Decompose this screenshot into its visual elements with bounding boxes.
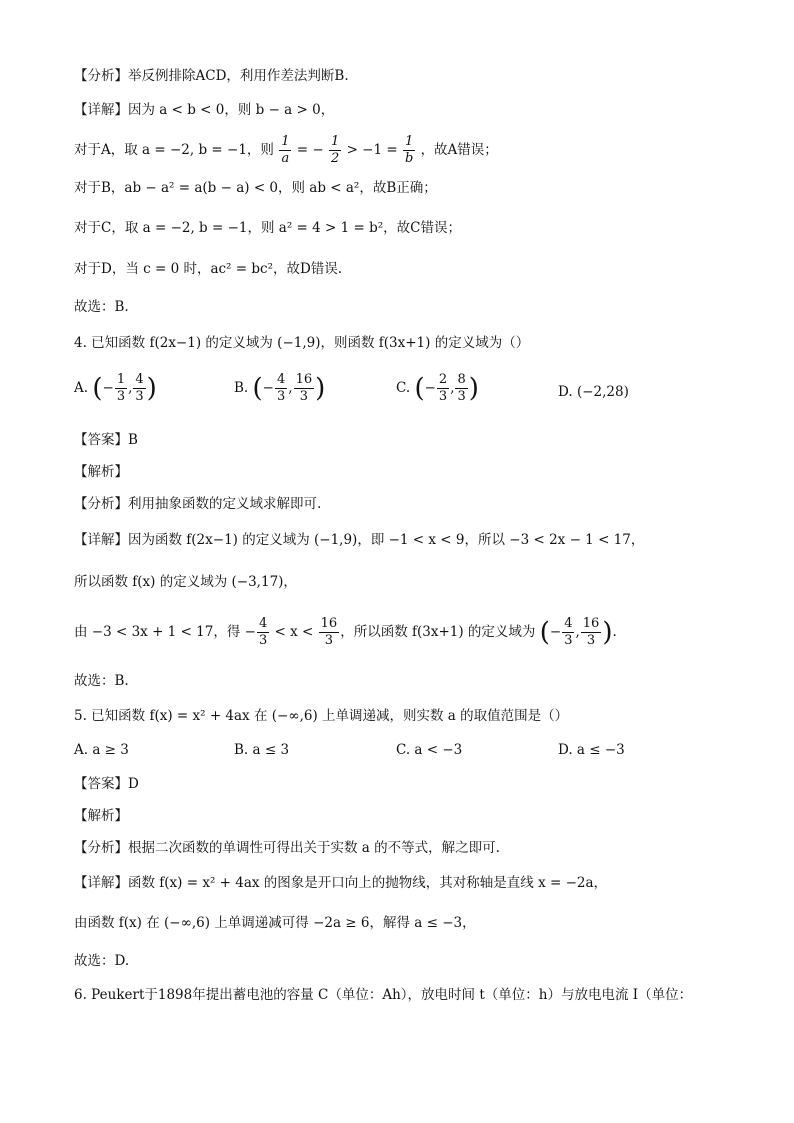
- q3-analysis: 【分析】举反例排除ACD，利用作差法判断B.: [74, 68, 349, 84]
- q3-option-d-line: 对于D，当 c = 0 时，ac² = bc²，故D错误.: [74, 261, 343, 277]
- q4-option-a: A. (− $\frac{1}{3}$ , $\frac{4}{3}$ ): [74, 372, 157, 404]
- fraction: $\frac{1}{2}$: [331, 134, 340, 166]
- q4-line-3: 由 −3 < 3x + 1 < 17，得 − $\frac{4}{3}$ < x < $\frac{16}{3}$ ，所以函数 f(3x+1) 的定义域为 (− $\frac{4}{3}$ , $\frac{16}{3}$ ).: [74, 616, 617, 648]
- fraction: $\frac{1}{a}$: [281, 134, 290, 166]
- q5-option-d: D. a ≤ −3: [558, 742, 625, 758]
- q5-option-a: A. a ≥ 3: [74, 742, 129, 758]
- q4-line-2: 所以函数 f(x) 的定义域为 (−3,17)，: [74, 574, 297, 590]
- q4-answer: 【答案】B: [74, 432, 138, 448]
- q5-answer: 【答案】D: [74, 776, 139, 792]
- q5-option-b: B. a ≤ 3: [234, 742, 290, 758]
- q4-option-c: C. (− $\frac{2}{3}$ , $\frac{8}{3}$ ): [396, 372, 479, 404]
- q4-stem: 4. 已知函数 f(2x−1) 的定义域为 (−1,9)，则函数 f(3x+1) 的定义域为（）: [74, 335, 530, 351]
- q5-choice: 故选：D.: [74, 953, 130, 969]
- q3-option-c-line: 对于C，取 a = −2, b = −1，则 a² = 4 > 1 = b²，故C错误；: [74, 220, 461, 236]
- fraction: $\frac{1}{b}$: [404, 134, 414, 166]
- q4-explain: 【解析】: [74, 464, 128, 480]
- q5-stem: 5. 已知函数 f(x) = x² + 4ax 在 (−∞,6) 上单调递减，则实数 a 的取值范围是（）: [74, 708, 569, 724]
- q3-option-a-line: 对于A，取 a = −2, b = −1，则 $\frac{1}{a}$ = − $\frac{1}{2}$ > −1 = $\frac{1}{b}$ ，故A错误；: [74, 134, 498, 166]
- q5-line-2: 由函数 f(x) 在 (−∞,6) 上单调递减可得 −2a ≥ 6，解得 a ≤ −3，: [74, 915, 476, 931]
- q5-detail: 【详解】函数 f(x) = x² + 4ax 的图象是开口向上的抛物线，其对称轴是直线 x = −2a，: [74, 875, 608, 891]
- q5-analysis: 【分析】根据二次函数的单调性可得出关于实数 a 的不等式，解之即可.: [74, 840, 500, 856]
- q3-option-b-line: 对于B，ab − a² = a(b − a) < 0，则 ab < a²，故B正确；: [74, 180, 437, 196]
- q4-detail: 【详解】因为函数 f(2x−1) 的定义域为 (−1,9)，即 −1 < x < 9，所以 −3 < 2x − 1 < 17，: [74, 532, 645, 548]
- q3-choice: 故选：B.: [74, 299, 129, 315]
- q3-detail: 【详解】因为 a < b < 0，则 b − a > 0，: [74, 102, 335, 118]
- q5-explain: 【解析】: [74, 808, 128, 824]
- q6-stem: 6. Peukert于1898年提出蓄电池的容量 C（单位：Ah），放电时间 t（单位：h）与放电电流 I（单位：: [74, 987, 693, 1003]
- q4-analysis: 【分析】利用抽象函数的定义域求解即可.: [74, 496, 322, 512]
- q4-option-d: D. (−2,28): [558, 384, 629, 400]
- q5-option-c: C. a < −3: [396, 742, 463, 758]
- q4-choice: 故选：B.: [74, 673, 129, 689]
- q4-option-b: B. (− $\frac{4}{3}$ , $\frac{16}{3}$ ): [234, 372, 326, 404]
